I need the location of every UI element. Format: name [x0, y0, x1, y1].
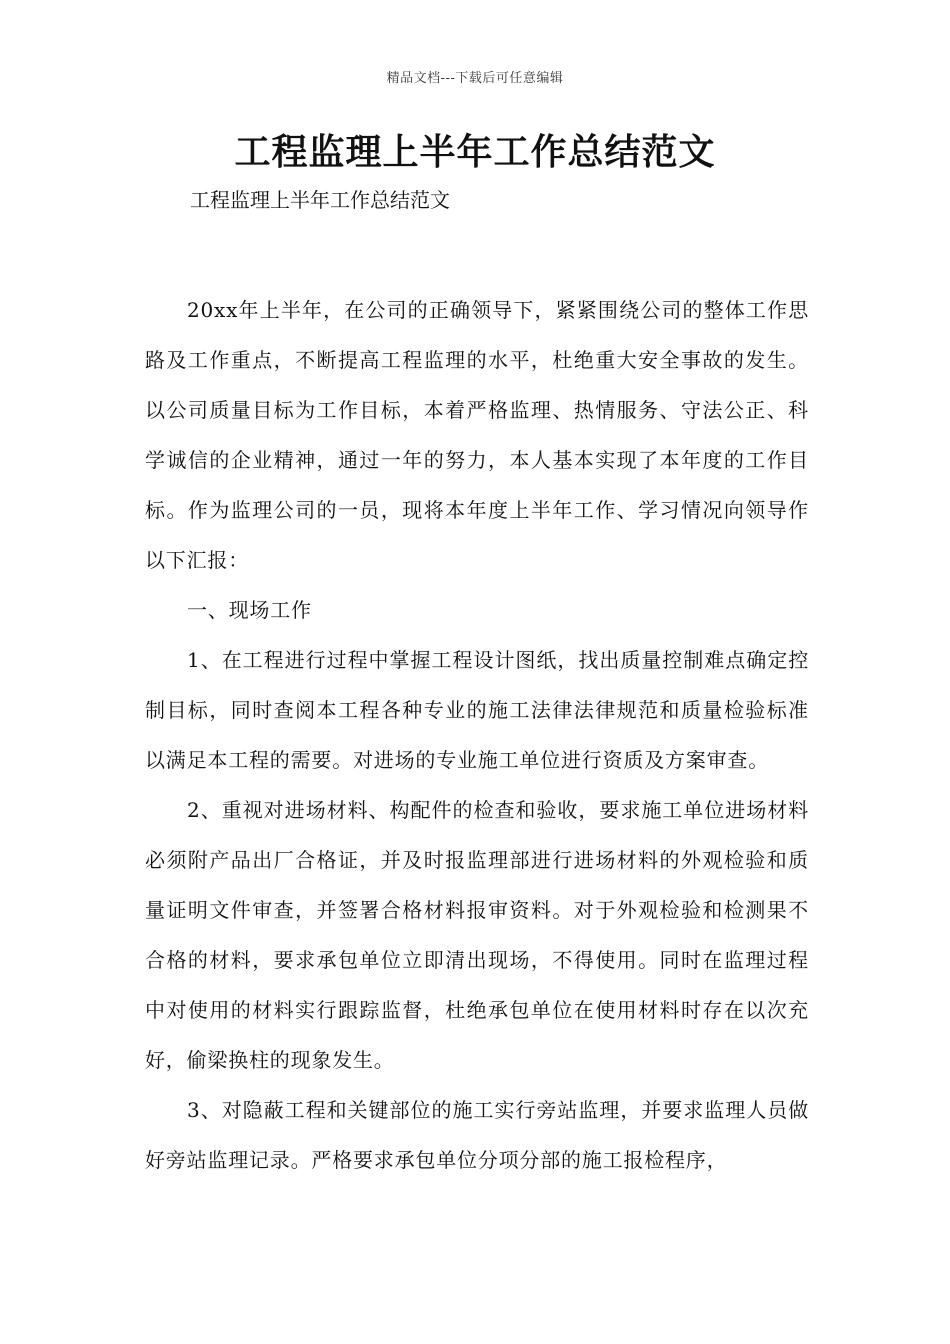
document-subtitle: 工程监理上半年工作总结范文 [190, 188, 450, 212]
header-note: 精品文档---下载后可任意编辑 [386, 71, 564, 86]
paragraph-item-2: 2、重视对进场材料、构配件的检查和验收，要求施工单位进场材料必须附产品出厂合格证，并及时报监理部进行进场材料的外观检验和质量证明文件审查，并签署合格材料报审资料。对于外观检验和检测果不合格的材料，要求承包单位立即清出现场，不得使用。同时在监理过程中对使用的材料实行跟踪监督，杜绝承包单位在使用材料时存在以次充好，偷梁换柱的现象发生。 [145, 798, 809, 1072]
paragraph-item-3: 3、对隐蔽工程和关键部位的施工实行旁站监理，并要求监理人员做好旁站监理记录。严格要求承包单位分项分部的施工报检程序， [145, 1098, 809, 1172]
paragraph-intro: 20xx年上半年，在公司的正确领导下，紧紧围绕公司的整体工作思路及工作重点，不断提高工程监理的水平，杜绝重大安全事故的发生。以公司质量目标为工作目标，本着严格监理、热情服务、守法公正、科学诚信的企业精神，通过一年的努力，本人基本实现了本年度的工作目标。作为监理公司的一员，现将本年度上半年工作、学习情况向领导作以下汇报： [145, 298, 809, 572]
section-heading: 一、现场工作 [187, 598, 312, 622]
document-body [145, 285, 809, 1185]
paragraph-item-1: 1、在工程进行过程中掌握工程设计图纸，找出质量控制难点确定控制目标，同时查阅本工程各种专业的施工法律法律规范和质量检验标准以满足本工程的需要。对进场的专业施工单位进行资质及方案审查。 [145, 648, 809, 772]
document-title: 工程监理上半年工作总结范文 [234, 131, 716, 173]
